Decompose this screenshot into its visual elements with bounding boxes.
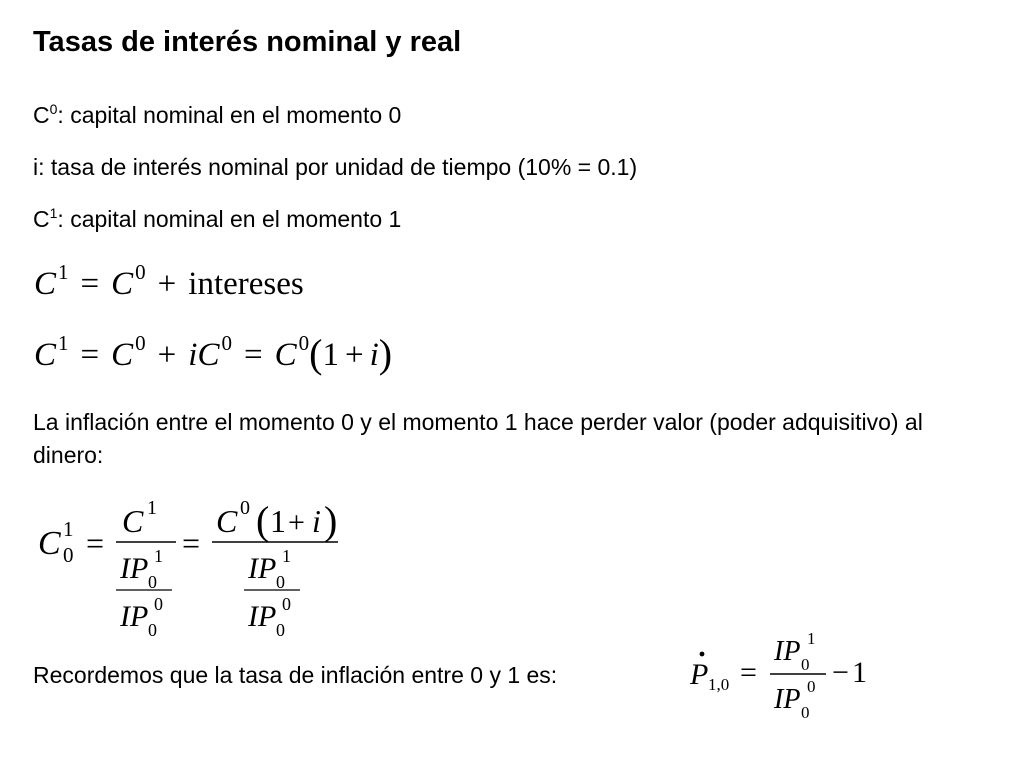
definition-c0-symbol: C	[33, 102, 50, 128]
equation-inflation-rate	[680, 624, 880, 724]
inflation-rate-text: Recordemos que la tasa de inflación entre 0 y 1 es:	[33, 662, 558, 688]
svg-text:C: C	[38, 525, 61, 562]
svg-text:0: 0	[154, 594, 163, 614]
equation-capital-factor: $C^1 = C^0 + iC^0 = C^0(1 + i)$	[34, 331, 393, 376]
definition-c0-text: : capital nominal en el momento 0	[57, 102, 402, 128]
svg-text:1: 1	[282, 546, 291, 566]
svg-text:C: C	[122, 503, 144, 539]
definition-i	[33, 154, 637, 182]
equation-capital-intereses: $C^1 = C^0$ + intereses	[34, 260, 304, 302]
svg-text:1: 1	[852, 656, 867, 689]
svg-text:IP: IP	[120, 600, 149, 633]
svg-text:IP: IP	[774, 684, 801, 715]
definition-i-text: i: tasa de interés nominal por unidad de tiempo (10% = 0.1)	[33, 154, 638, 180]
svg-text:IP: IP	[774, 636, 801, 667]
svg-text:−: −	[832, 656, 849, 689]
svg-text:P: P	[690, 658, 709, 691]
svg-text:0: 0	[240, 497, 250, 519]
svg-text:0: 0	[276, 620, 285, 640]
svg-text:): )	[324, 498, 338, 543]
svg-text:IP: IP	[248, 552, 277, 585]
equation-real-capital	[30, 492, 360, 652]
svg-text:0: 0	[801, 703, 810, 722]
svg-text:+: +	[288, 506, 305, 539]
svg-text:IP: IP	[248, 600, 277, 633]
svg-text:0: 0	[276, 572, 285, 592]
svg-text:0: 0	[148, 620, 157, 640]
definition-c0-superscript: 0	[49, 101, 58, 117]
svg-text:i: i	[312, 503, 321, 539]
svg-text:1: 1	[147, 497, 157, 519]
svg-text:0: 0	[63, 543, 74, 567]
svg-text:1: 1	[63, 517, 74, 541]
definition-c1-symbol: C	[33, 206, 50, 232]
svg-text:0: 0	[801, 655, 810, 674]
svg-text:=: =	[86, 525, 105, 561]
svg-text:0: 0	[807, 677, 816, 696]
svg-text:C: C	[216, 503, 238, 539]
slide-title: Tasas de interés nominal y real	[33, 26, 462, 58]
svg-text:1,0: 1,0	[708, 675, 730, 694]
inflation-paragraph: La inflación entre el momento 0 y el momento 1 hace perder valor (poder adquisitivo) al dinero:	[33, 409, 923, 468]
svg-text:1: 1	[807, 629, 816, 648]
definition-c0	[33, 102, 401, 130]
definition-c1-superscript: 1	[49, 205, 58, 221]
definition-c1	[33, 206, 401, 234]
svg-text:0: 0	[282, 594, 291, 614]
svg-text:=: =	[740, 656, 757, 689]
definition-c1-text: : capital nominal en el momento 1	[57, 206, 402, 232]
svg-text:1: 1	[154, 546, 163, 566]
svg-text:(: (	[256, 498, 270, 543]
svg-text:IP: IP	[120, 552, 149, 585]
svg-text:1: 1	[270, 503, 286, 539]
svg-text:0: 0	[148, 572, 157, 592]
svg-text:=: =	[182, 525, 201, 561]
